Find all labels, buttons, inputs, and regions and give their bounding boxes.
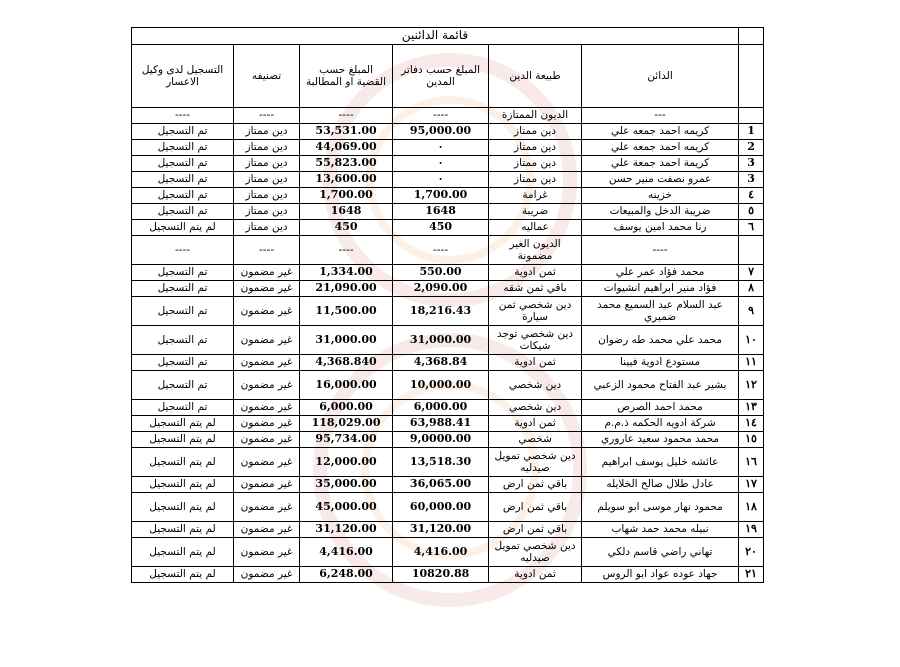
amount-case-cell: 4,416.00 xyxy=(300,538,393,567)
table-row xyxy=(132,400,764,416)
section-amount-case: ---- xyxy=(300,236,393,265)
creditor-cell: كريمه احمد جمعه علي xyxy=(582,124,739,140)
row-index: 3 xyxy=(739,156,764,172)
creditor-cell: عبد السلام عبد السميع محمد ضميري xyxy=(582,297,739,326)
table-row xyxy=(132,172,764,188)
creditor-cell: محمد احمد الصرص xyxy=(582,400,739,416)
row-index: ١٣ xyxy=(739,400,764,416)
amount-case-cell: 45,000.00 xyxy=(300,493,393,522)
amount-case-cell: 450 xyxy=(300,220,393,236)
creditor-cell: جهاد عوده عواد ابو الروس xyxy=(582,567,739,583)
header-debt-nature: طبيعة الدين xyxy=(489,45,582,108)
table-row xyxy=(132,416,764,432)
amount-books-cell: 1648 xyxy=(393,204,489,220)
debt-nature-cell: شخصي xyxy=(489,432,582,448)
classification-cell: غير مضمون xyxy=(234,297,300,326)
amount-books-cell: 10820.88 xyxy=(393,567,489,583)
registration-cell: لم يتم التسجيل xyxy=(132,567,234,583)
debt-nature-cell: دين شخصي تمويل صيدليه xyxy=(489,448,582,477)
creditor-cell: محمد محمود سعيد عاروري xyxy=(582,432,739,448)
debt-nature-cell: دين شخصي تمويل صيدليه xyxy=(489,538,582,567)
table-row xyxy=(132,204,764,220)
section-row-privileged xyxy=(132,108,764,124)
blank-cell xyxy=(739,45,764,108)
amount-books-cell: 2,090.00 xyxy=(393,281,489,297)
classification-cell: دين ممتاز xyxy=(234,124,300,140)
creditor-cell: عادل طلال صالح الخلايله xyxy=(582,477,739,493)
registration-cell: تم التسجيل xyxy=(132,297,234,326)
registration-cell: تم التسجيل xyxy=(132,140,234,156)
blank-cell xyxy=(739,108,764,124)
section-registration: ---- xyxy=(132,108,234,124)
section-row-unsecured xyxy=(132,236,764,265)
classification-cell: غير مضمون xyxy=(234,265,300,281)
debt-nature-cell: دين شخصي xyxy=(489,400,582,416)
classification-cell: غير مضمون xyxy=(234,326,300,355)
row-index: 2 xyxy=(739,140,764,156)
amount-books-cell: 95,000.00 xyxy=(393,124,489,140)
amount-books-cell: 60,000.00 xyxy=(393,493,489,522)
amount-case-cell: 1648 xyxy=(300,204,393,220)
row-index: ٦ xyxy=(739,220,764,236)
creditor-cell: كريمة احمد جمعة علي xyxy=(582,156,739,172)
debt-nature-cell: ثمن ادوية xyxy=(489,265,582,281)
amount-books-cell: 31,120.00 xyxy=(393,522,489,538)
classification-cell: دين ممتاز xyxy=(234,188,300,204)
row-index: ٩ xyxy=(739,297,764,326)
debt-nature-cell: دين ممتاز xyxy=(489,156,582,172)
amount-books-cell: 550.00 xyxy=(393,265,489,281)
header-registration: التسجيل لدى وكيل الاعسار xyxy=(132,45,234,108)
registration-cell: تم التسجيل xyxy=(132,188,234,204)
amount-case-cell: 44,069.00 xyxy=(300,140,393,156)
creditors-table xyxy=(131,27,764,583)
amount-books-cell: ٠ xyxy=(393,172,489,188)
debt-nature-cell: دين شخصي ثمن سيارة xyxy=(489,297,582,326)
amount-case-cell: 11,500.00 xyxy=(300,297,393,326)
classification-cell: غير مضمون xyxy=(234,522,300,538)
registration-cell: لم يتم التسجيل xyxy=(132,432,234,448)
table-row xyxy=(132,448,764,477)
amount-case-cell: 1,334.00 xyxy=(300,265,393,281)
section-amount-case: ---- xyxy=(300,108,393,124)
header-amount-case: المبلغ حسب القضية او المطالبة xyxy=(300,45,393,108)
registration-cell: تم التسجيل xyxy=(132,204,234,220)
section-creditor: --- xyxy=(582,108,739,124)
amount-books-cell: 36,065.00 xyxy=(393,477,489,493)
classification-cell: غير مضمون xyxy=(234,416,300,432)
registration-cell: لم يتم التسجيل xyxy=(132,538,234,567)
creditor-cell: ضريبة الدخل والمبيعات xyxy=(582,204,739,220)
debt-nature-cell: دين ممتاز xyxy=(489,140,582,156)
table-title: قائمة الدائنين xyxy=(132,28,739,45)
row-index: ٢١ xyxy=(739,567,764,583)
row-index: ١٩ xyxy=(739,522,764,538)
classification-cell: غير مضمون xyxy=(234,355,300,371)
row-index: ١٧ xyxy=(739,477,764,493)
amount-case-cell: 1,700.00 xyxy=(300,188,393,204)
debt-nature-cell: غرامة xyxy=(489,188,582,204)
debt-nature-cell: دين ممتاز xyxy=(489,124,582,140)
registration-cell: لم يتم التسجيل xyxy=(132,220,234,236)
amount-case-cell: 6,000.00 xyxy=(300,400,393,416)
section-title: الديون الممتازة xyxy=(489,108,582,124)
row-index: ٥ xyxy=(739,204,764,220)
creditor-cell: خزينه xyxy=(582,188,739,204)
section-amount-books: ---- xyxy=(393,108,489,124)
registration-cell: لم يتم التسجيل xyxy=(132,416,234,432)
debt-nature-cell: دين شخصي xyxy=(489,371,582,400)
registration-cell: تم التسجيل xyxy=(132,156,234,172)
row-index: ١٥ xyxy=(739,432,764,448)
debt-nature-cell: ثمن ادوية xyxy=(489,567,582,583)
amount-books-cell: 63,988.41 xyxy=(393,416,489,432)
amount-case-cell: 13,600.00 xyxy=(300,172,393,188)
row-index: 3 xyxy=(739,172,764,188)
classification-cell: غير مضمون xyxy=(234,432,300,448)
amount-case-cell: 16,000.00 xyxy=(300,371,393,400)
creditor-cell: عائشه خليل يوسف ابراهيم xyxy=(582,448,739,477)
debt-nature-cell: باقي ثمن شقه xyxy=(489,281,582,297)
debt-nature-cell: باقي ثمن ارض xyxy=(489,477,582,493)
debt-nature-cell: عماليه xyxy=(489,220,582,236)
classification-cell: دين ممتاز xyxy=(234,204,300,220)
registration-cell: تم التسجيل xyxy=(132,400,234,416)
amount-case-cell: 53,531.00 xyxy=(300,124,393,140)
classification-cell: دين ممتاز xyxy=(234,172,300,188)
amount-case-cell: 31,000.00 xyxy=(300,326,393,355)
registration-cell: تم التسجيل xyxy=(132,281,234,297)
table-row xyxy=(132,124,764,140)
classification-cell: دين ممتاز xyxy=(234,140,300,156)
amount-case-cell: 12,000.00 xyxy=(300,448,393,477)
table-row xyxy=(132,432,764,448)
amount-books-cell: 6,000.00 xyxy=(393,400,489,416)
section-classification: ---- xyxy=(234,236,300,265)
debt-nature-cell: باقي ثمن ارض xyxy=(489,522,582,538)
amount-books-cell: 4,368.84 xyxy=(393,355,489,371)
amount-books-cell: 31,000.00 xyxy=(393,326,489,355)
creditor-cell: شركة ادويه الحكمه ذ.م.م xyxy=(582,416,739,432)
row-index: ١٤ xyxy=(739,416,764,432)
amount-case-cell: 21,090.00 xyxy=(300,281,393,297)
classification-cell: دين ممتاز xyxy=(234,220,300,236)
debt-nature-cell: باقي ثمن ارض xyxy=(489,493,582,522)
row-index: ١٠ xyxy=(739,326,764,355)
registration-cell: تم التسجيل xyxy=(132,326,234,355)
table-row xyxy=(132,371,764,400)
amount-case-cell: 31,120.00 xyxy=(300,522,393,538)
classification-cell: غير مضمون xyxy=(234,371,300,400)
table-row xyxy=(132,220,764,236)
registration-cell: لم يتم التسجيل xyxy=(132,448,234,477)
table-row xyxy=(132,567,764,583)
amount-books-cell: 1,700.00 xyxy=(393,188,489,204)
table-row xyxy=(132,297,764,326)
table-row xyxy=(132,140,764,156)
debt-nature-cell: ثمن ادوية xyxy=(489,355,582,371)
classification-cell: غير مضمون xyxy=(234,400,300,416)
classification-cell: غير مضمون xyxy=(234,477,300,493)
table-row xyxy=(132,156,764,172)
creditor-cell: مستودع ادوية فيينا xyxy=(582,355,739,371)
table-row xyxy=(132,188,764,204)
amount-books-cell: 10,000.00 xyxy=(393,371,489,400)
creditor-cell: رنا محمد امين يوسف xyxy=(582,220,739,236)
table-row xyxy=(132,538,764,567)
debt-nature-cell: ثمن ادوية xyxy=(489,416,582,432)
amount-case-cell: 35,000.00 xyxy=(300,477,393,493)
classification-cell: دين ممتاز xyxy=(234,156,300,172)
amount-case-cell: 6,248.00 xyxy=(300,567,393,583)
row-index: ١٦ xyxy=(739,448,764,477)
row-index: ٢٠ xyxy=(739,538,764,567)
blank-cell xyxy=(739,236,764,265)
registration-cell: لم يتم التسجيل xyxy=(132,477,234,493)
amount-case-cell: 95,734.00 xyxy=(300,432,393,448)
row-index: ٤ xyxy=(739,188,764,204)
row-index: ٨ xyxy=(739,281,764,297)
registration-cell: تم التسجيل xyxy=(132,172,234,188)
creditor-cell: فؤاد منير ابراهيم انشيوات xyxy=(582,281,739,297)
registration-cell: لم يتم التسجيل xyxy=(132,493,234,522)
registration-cell: تم التسجيل xyxy=(132,265,234,281)
table-row xyxy=(132,477,764,493)
row-index: 1 xyxy=(739,124,764,140)
creditor-cell: محمد فؤاد عمر علي xyxy=(582,265,739,281)
classification-cell: غير مضمون xyxy=(234,538,300,567)
header-creditor: الدائن xyxy=(582,45,739,108)
header-amount-debtor-books: المبلغ حسب دفاتر المدين xyxy=(393,45,489,108)
row-index: ١٢ xyxy=(739,371,764,400)
amount-case-cell: 4,368.840 xyxy=(300,355,393,371)
header-classification: تصنيفه xyxy=(234,45,300,108)
amount-books-cell: 450 xyxy=(393,220,489,236)
amount-books-cell: 4,416.00 xyxy=(393,538,489,567)
classification-cell: غير مضمون xyxy=(234,448,300,477)
creditor-cell: كريمه احمد جمعه علي xyxy=(582,140,739,156)
section-title: الديون الغير مضمونة xyxy=(489,236,582,265)
table-row xyxy=(132,265,764,281)
registration-cell: تم التسجيل xyxy=(132,124,234,140)
section-amount-books: ---- xyxy=(393,236,489,265)
amount-books-cell: ٠ xyxy=(393,140,489,156)
registration-cell: تم التسجيل xyxy=(132,371,234,400)
classification-cell: غير مضمون xyxy=(234,281,300,297)
table-row xyxy=(132,355,764,371)
creditor-cell: محمود نهار موسى ابو سويلم xyxy=(582,493,739,522)
row-index: ٧ xyxy=(739,265,764,281)
amount-books-cell: 18,216.43 xyxy=(393,297,489,326)
registration-cell: تم التسجيل xyxy=(132,355,234,371)
section-creditor: ---- xyxy=(582,236,739,265)
section-registration: ---- xyxy=(132,236,234,265)
registration-cell: لم يتم التسجيل xyxy=(132,522,234,538)
amount-books-cell: 9,0000.00 xyxy=(393,432,489,448)
table-row xyxy=(132,281,764,297)
creditor-cell: نبيله محمد حمد شهاب xyxy=(582,522,739,538)
row-index: ١٨ xyxy=(739,493,764,522)
classification-cell: غير مضمون xyxy=(234,493,300,522)
amount-books-cell: 13,518.30 xyxy=(393,448,489,477)
table-row xyxy=(132,522,764,538)
amount-case-cell: 118,029.00 xyxy=(300,416,393,432)
creditor-cell: عمرو نصفت منير حسن xyxy=(582,172,739,188)
debt-nature-cell: دين ممتاز xyxy=(489,172,582,188)
blank-cell xyxy=(739,28,764,45)
creditor-cell: محمد علي محمد طه رضوان xyxy=(582,326,739,355)
debt-nature-cell: ضريبة xyxy=(489,204,582,220)
amount-books-cell: ٠ xyxy=(393,156,489,172)
row-index: ١١ xyxy=(739,355,764,371)
creditor-cell: تهاني راضي قاسم دلكي xyxy=(582,538,739,567)
section-classification: ---- xyxy=(234,108,300,124)
table-row xyxy=(132,326,764,355)
debt-nature-cell: دين شخصي توجد شيكات xyxy=(489,326,582,355)
amount-case-cell: 55,823.00 xyxy=(300,156,393,172)
classification-cell: غير مضمون xyxy=(234,567,300,583)
table-row xyxy=(132,493,764,522)
creditor-cell: بشير عبد الفتاح محمود الزعبي xyxy=(582,371,739,400)
